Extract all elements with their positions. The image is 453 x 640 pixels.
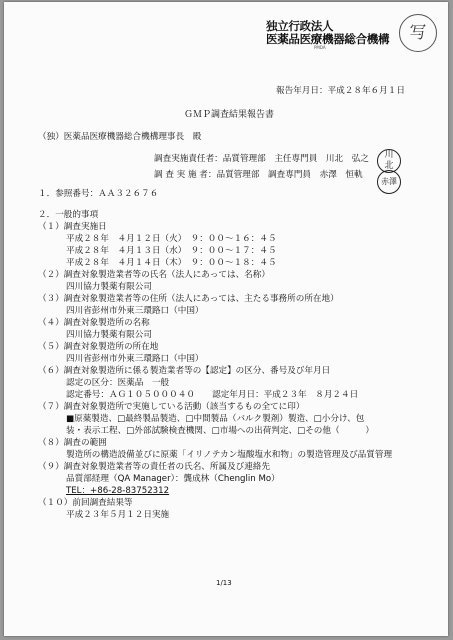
organization-name-line2: 医薬品医療機器総合機構 [266, 32, 390, 46]
item-1-heading: （１）調査実施日 [38, 222, 107, 232]
responsible-person: 品質部経理（QA Manager）：龔成林（Chenglin Mo） [66, 474, 280, 484]
activities-line1: ■原薬製造、□最終製品製造、□中間製品（バルク製剤）製造、□小分け、包 [66, 414, 365, 424]
addressee: （独）医薬品医療機器総合機構理事長 殿 [38, 132, 202, 142]
manufacturer-address: 四川省彭州市外東三環路口（中国） [66, 306, 204, 316]
document-page [4, 2, 448, 636]
manufacturer-name: 四川協力製薬有限公司 [66, 282, 152, 292]
contact-telephone: TEL：+86-28-83752312 [66, 486, 170, 496]
accreditation-category: 認定の区分：医薬品 一般 [66, 378, 170, 388]
reference-number: １．参照番号：ＡＡ３２６７６ [38, 189, 159, 199]
item-8-heading: （８）調査の範囲 [38, 438, 107, 448]
investigator-performer: 調 査 実 施 者：品質管理部 調査専門員 赤澤 恒軌 [154, 170, 363, 180]
section-heading-general: ２．一般的事項 [38, 210, 99, 220]
site-address: 四川省彭州市外東三環路口（中国） [66, 354, 204, 364]
seal-kawakita: 川 北 [377, 149, 401, 173]
activities-line2: 装・表示工程、□外部試験検査機関、□市場への出荷判定、□その他（ ） [66, 426, 374, 436]
site-name: 四川協力製薬有限公司 [66, 330, 152, 340]
page-number: 1/13 [216, 579, 232, 587]
item-2-heading: （２）調査対象製造業者等の氏名（法人にあっては、名称） [38, 270, 270, 280]
seal-akazawa: 赤澤 [377, 170, 401, 194]
item-10-heading: （１０）前回調査結果等 [38, 498, 133, 508]
investigator-responsible: 調査実施責任者：品質管理部 主任専門員 川北 弘之 [154, 154, 369, 164]
item-6-heading: （６）調査対象製造所に係る製造業者等の【認定】の区分、番号及び年月日 [38, 366, 331, 376]
report-title: ＧＭＰ調査結果報告書 [184, 110, 275, 120]
inspection-date-3: 平成２８年 ４月１４日（木） ９：００～１８：４５ [66, 258, 277, 268]
item-5-heading: （５）調査対象製造所の所在地 [38, 342, 159, 352]
organization-small-text: PMDA [314, 45, 326, 50]
report-date: 報告年月日：平成２８年６月１日 [276, 86, 405, 96]
item-4-heading: （４）調査対象製造所の名称 [38, 318, 150, 328]
inspection-date-1: 平成２８年 ４月１２日（火） ９：００～１６：４５ [66, 234, 277, 244]
accreditation-number-date: 認定番号：ＡＧ１０５０００４０ 認定年月日：平成２３年 ８月２４日 [66, 390, 359, 400]
item-3-heading: （３）調査対象製造業者等の住所（法人にあっては、主たる事務所の所在地） [38, 294, 339, 304]
previous-inspection-date: 平成２３年５月１２日実施 [66, 510, 170, 520]
organization-name-line1: 独立行政法人 [266, 19, 334, 33]
inspection-scope: 製造所の構造設備並びに原薬「イリノテカン塩酸塩水和物」の製造管理及び品質管理 [66, 450, 393, 460]
item-9-heading: （９）調査対象製造業者等の責任者の氏名、所属及び連絡先 [38, 462, 271, 472]
inspection-date-2: 平成２８年 ４月１３日（水） ９：００～１７：４５ [66, 246, 277, 256]
copy-stamp: 写 [399, 14, 437, 52]
item-7-heading: （７）調査対象製造所で実施している活動（該当するもの全てに印） [38, 402, 305, 412]
